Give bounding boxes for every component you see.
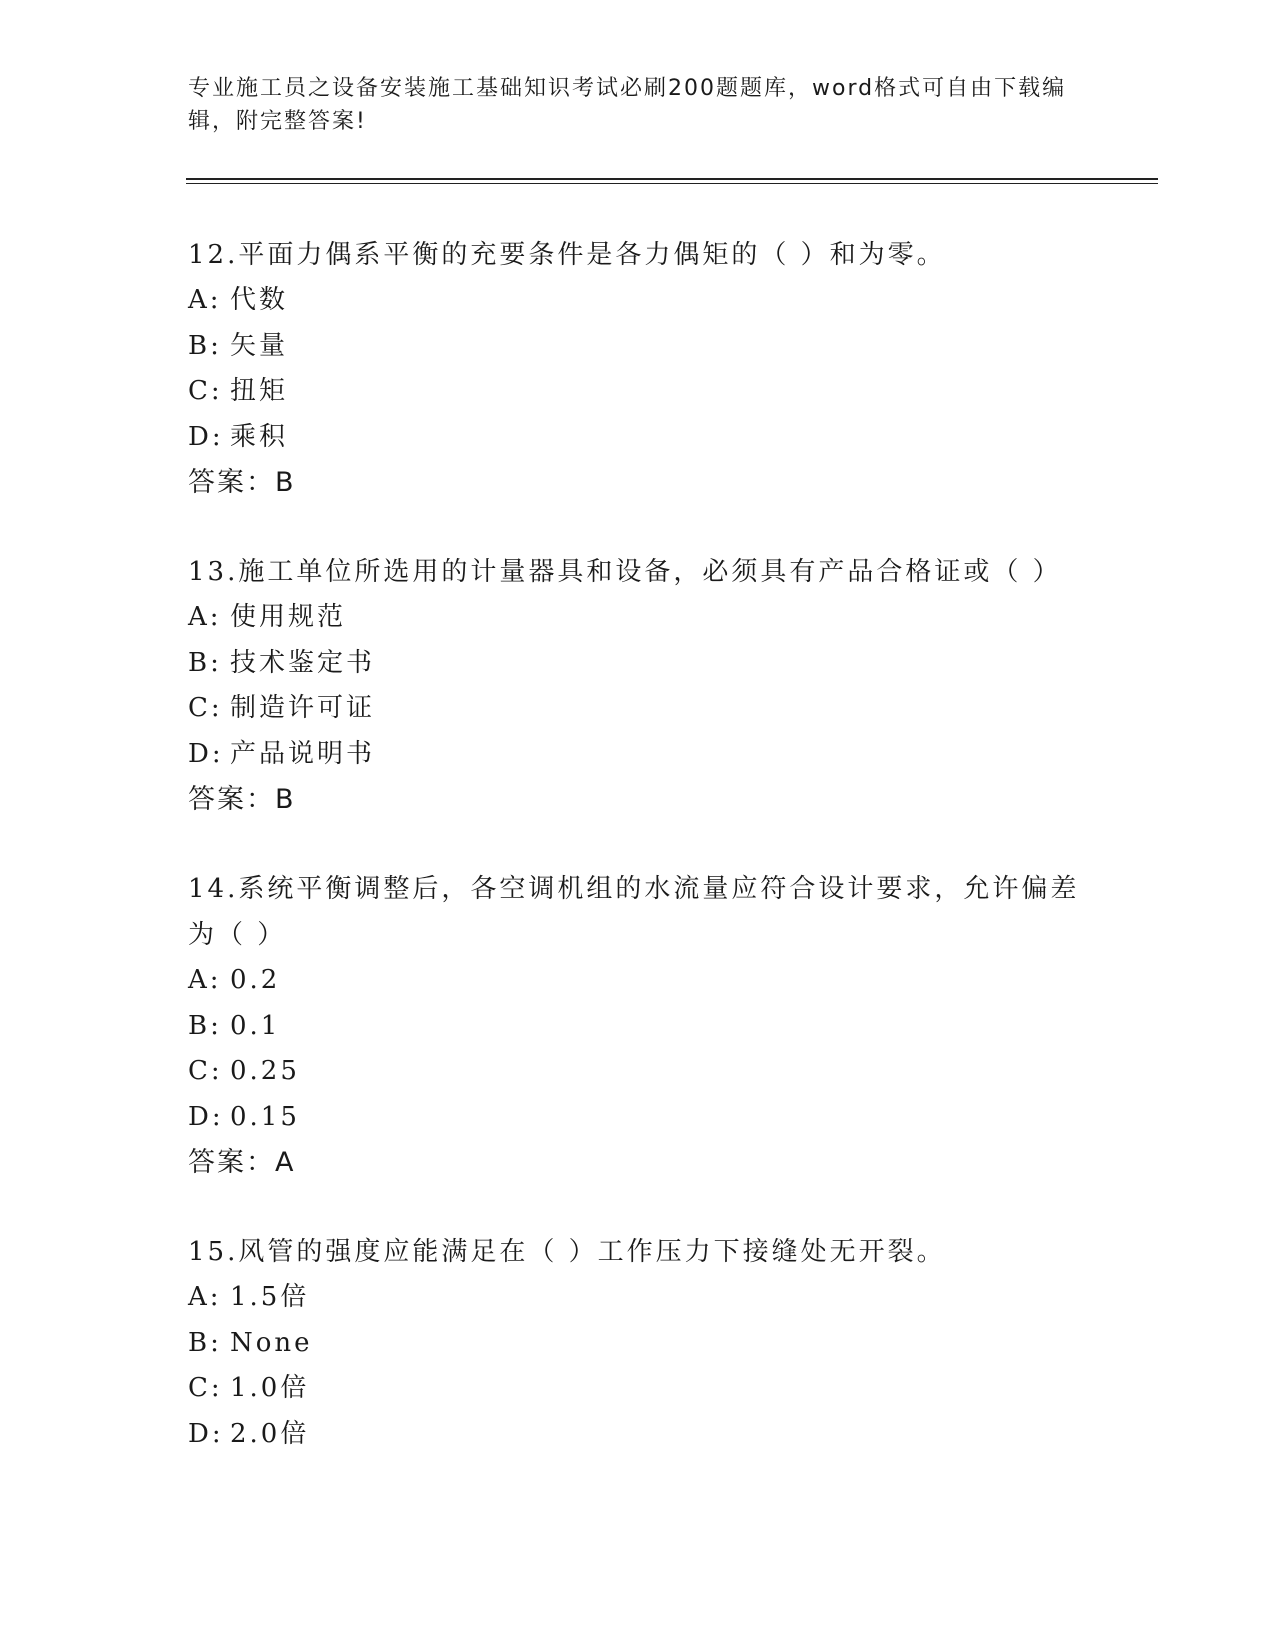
option-letter: C: — [188, 1056, 223, 1086]
question-13 — [188, 549, 1088, 823]
answer-line: 答案：A — [188, 1147, 296, 1178]
option-text: 制造许可证 — [230, 693, 376, 723]
document-header: 专业施工员之设备安装施工基础知识考试必刷200题题库，word格式可自由下载编辑，附完整答案! — [188, 76, 1067, 134]
option-letter: D: — [188, 1101, 224, 1132]
option-c — [188, 369, 1088, 415]
option-letter: A: — [188, 965, 222, 995]
option-text: 0.15 — [230, 1101, 300, 1132]
option-b — [188, 1004, 1088, 1050]
option-letter: B: — [188, 647, 222, 678]
option-letter: A: — [188, 285, 222, 315]
option-letter: B: — [188, 330, 222, 361]
option-c — [188, 1366, 1088, 1412]
option-letter: D: — [188, 1418, 224, 1449]
option-letter: C: — [188, 376, 223, 406]
option-d — [188, 415, 1088, 461]
option-d — [188, 732, 1088, 778]
question-stem: 15.风管的强度应能满足在（ ）工作压力下接缝处无开裂。 — [188, 1237, 946, 1267]
option-a — [188, 1275, 1088, 1321]
option-b — [188, 641, 1088, 687]
option-text: 0.1 — [230, 1010, 281, 1041]
option-text: 使用规范 — [230, 602, 347, 632]
answer-line: 答案：B — [188, 784, 296, 815]
option-letter: B: — [188, 1327, 222, 1358]
option-text: 1.0倍 — [230, 1373, 310, 1403]
option-a — [188, 595, 1088, 641]
question-stem: 14.系统平衡调整后，各空调机组的水流量应符合设计要求，允许偏差为（ ） — [188, 874, 1080, 950]
option-a — [188, 958, 1088, 1004]
option-letter: D: — [188, 421, 224, 452]
question-stem: 13.施工单位所选用的计量器具和设备，必须具有产品合格证或（ ） — [188, 557, 1062, 587]
option-letter: C: — [188, 1373, 223, 1403]
answer-line: 答案：B — [188, 467, 296, 498]
option-text: 技术鉴定书 — [230, 647, 376, 678]
question-stem: 12.平面力偶系平衡的充要条件是各力偶矩的（ ）和为零。 — [188, 240, 946, 270]
question-15 — [188, 1229, 1088, 1457]
option-letter: A: — [188, 602, 222, 632]
option-text: 矢量 — [230, 330, 289, 361]
option-a — [188, 278, 1088, 324]
option-letter: B: — [188, 1010, 222, 1041]
option-letter: D: — [188, 738, 224, 769]
option-text: None — [230, 1327, 313, 1358]
option-letter: C: — [188, 693, 223, 723]
question-12 — [188, 232, 1088, 506]
question-list — [188, 232, 1088, 1500]
question-14 — [188, 866, 1088, 1186]
option-text: 扭矩 — [230, 376, 289, 406]
option-text: 1.5倍 — [230, 1282, 310, 1312]
option-text: 0.25 — [230, 1056, 300, 1086]
option-text: 乘积 — [230, 421, 289, 452]
option-text: 2.0倍 — [230, 1418, 310, 1449]
option-text: 代数 — [230, 285, 289, 315]
option-b — [188, 324, 1088, 370]
option-text: 0.2 — [230, 965, 281, 995]
option-c — [188, 686, 1088, 732]
option-d — [188, 1412, 1088, 1458]
option-letter: A: — [188, 1282, 222, 1312]
option-b — [188, 1321, 1088, 1367]
header-divider — [186, 178, 1158, 184]
option-d — [188, 1095, 1088, 1141]
option-text: 产品说明书 — [230, 738, 376, 769]
option-c — [188, 1049, 1088, 1095]
